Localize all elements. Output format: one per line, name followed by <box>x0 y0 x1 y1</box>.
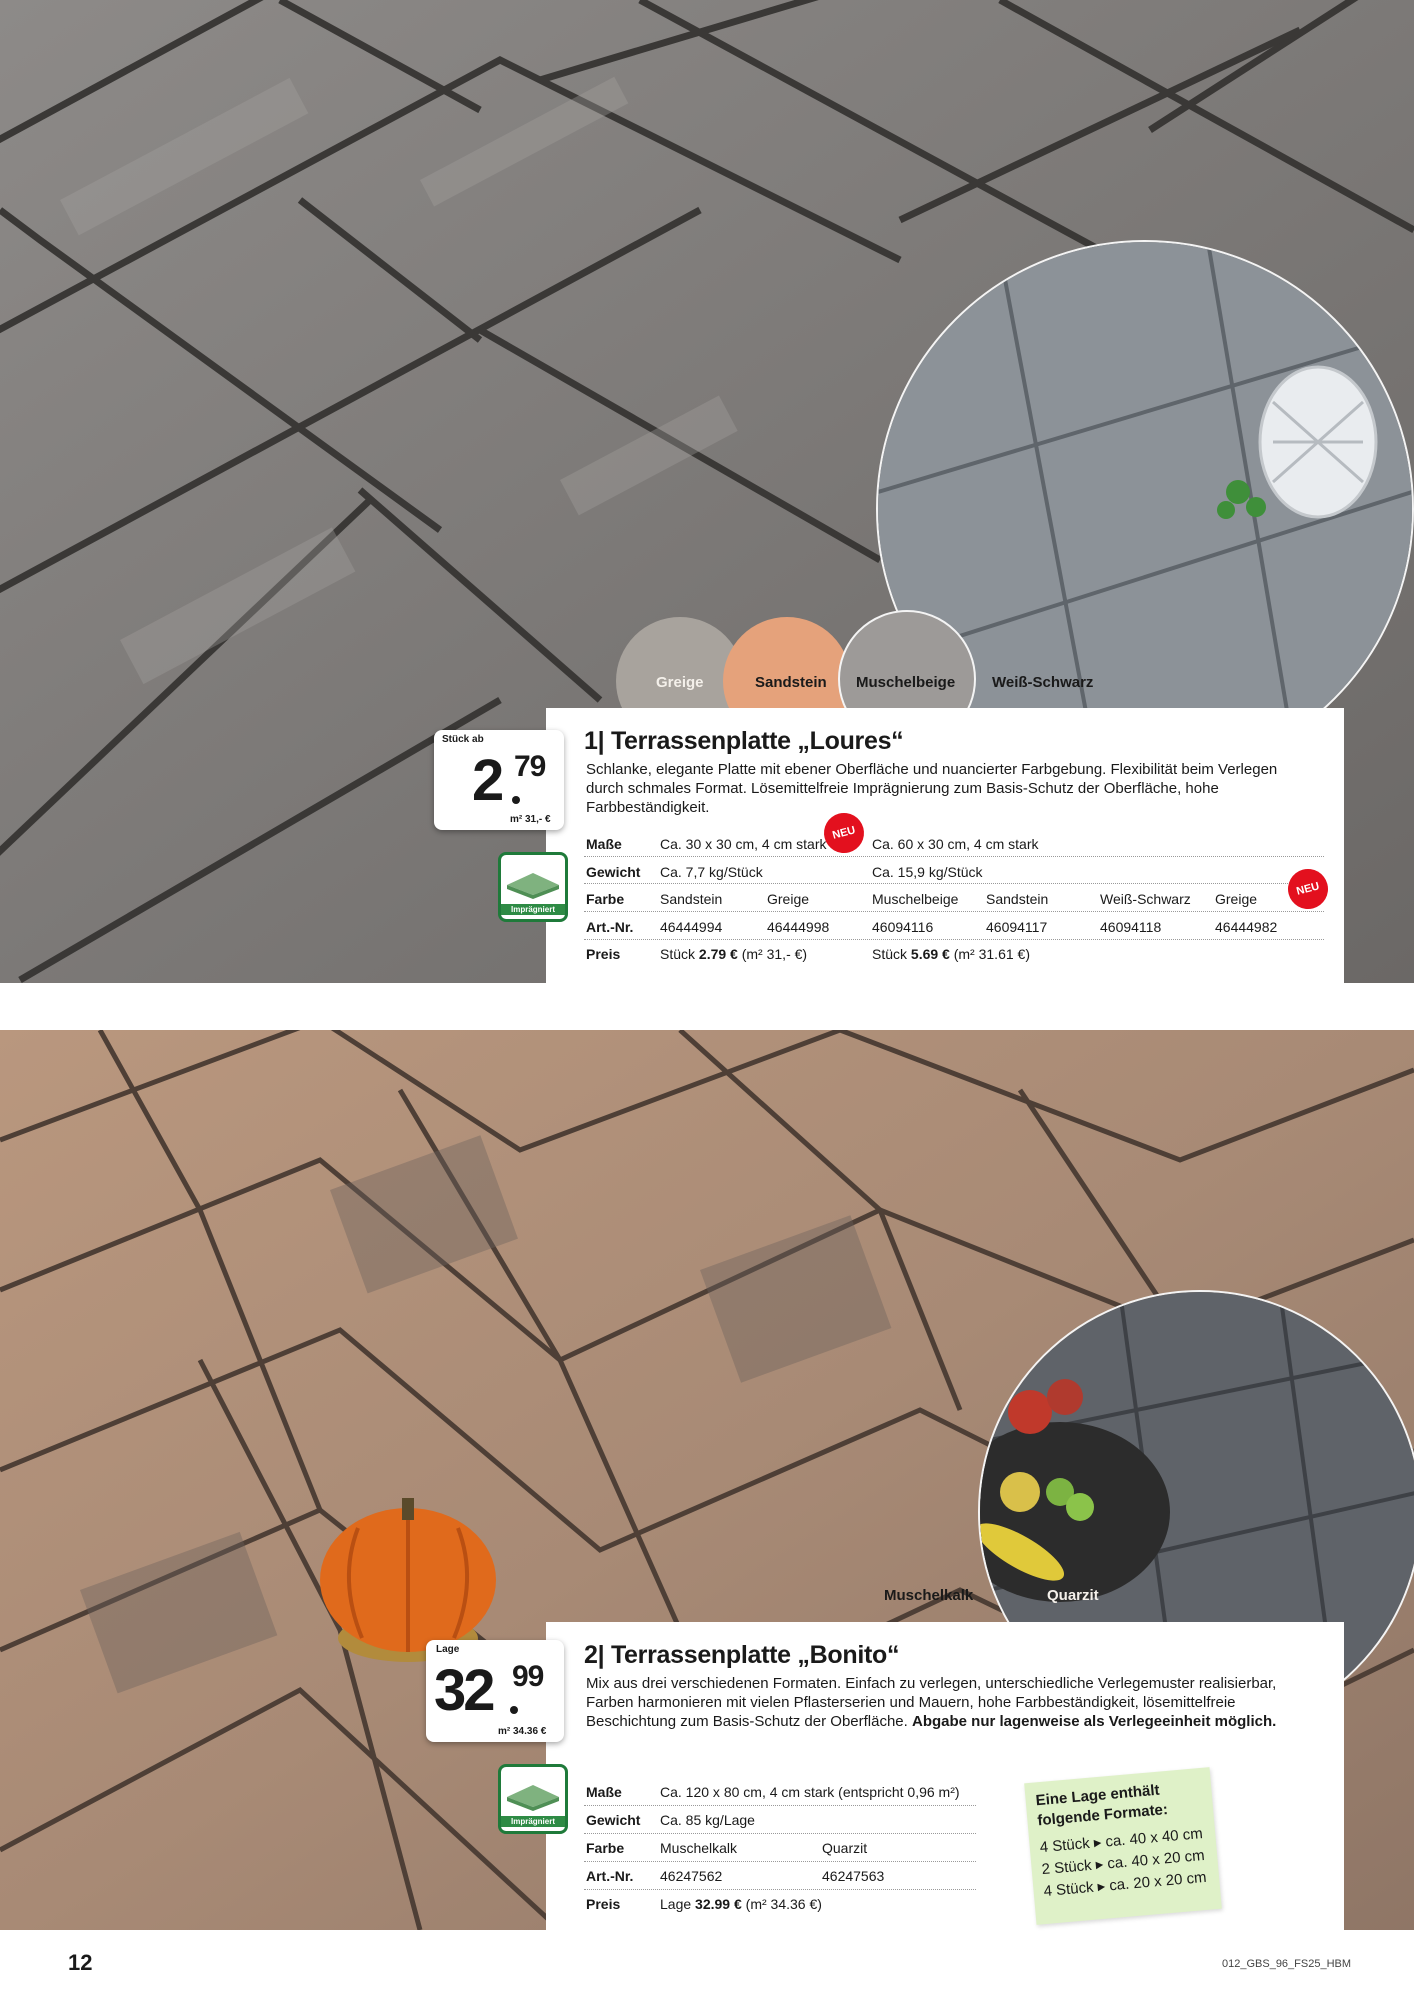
swatch-label-sandstein: Sandstein <box>755 674 827 691</box>
spec-divider <box>584 883 1324 884</box>
spec-key-artnr: Art.-Nr. <box>586 1868 634 1884</box>
spec-key-masse: Maße <box>586 836 622 852</box>
catalog-code: 012_GBS_96_FS25_HBM <box>1222 1958 1352 1970</box>
spec-gewicht-30x30: Ca. 7,7 kg/Stück <box>660 864 763 880</box>
price-per-m2: m² 34.36 € <box>498 1726 547 1737</box>
price-per-m2: m² 31,- € <box>510 814 551 825</box>
price-label: Stück ab <box>442 734 484 745</box>
spec-farbe-muschelkalk: Muschelkalk <box>660 1840 738 1856</box>
neu-badge: NEU <box>1284 865 1333 914</box>
spec-divider <box>584 1861 976 1862</box>
spec-divider <box>584 911 1324 912</box>
impraegniert-label: Imprägniert <box>501 904 565 915</box>
price-integer: 2 <box>472 748 502 813</box>
note-title: folgende Formate: <box>1036 1800 1169 1830</box>
price-decimals: 79 <box>514 750 546 783</box>
spec-artnr-46444994: 46444994 <box>660 919 723 935</box>
note-row: 2 Stück ▸ ca. 40 x 20 cm <box>1041 1846 1206 1879</box>
swatch-label-muschelbeige: Muschelbeige <box>856 674 956 691</box>
spec-key-preis: Preis <box>586 1896 621 1912</box>
spec-divider <box>584 1889 976 1890</box>
lage-info-note <box>1024 1767 1222 1925</box>
spec-divider <box>584 856 1324 857</box>
spec-gewicht-60x30: Ca. 15,9 kg/Stück <box>872 864 983 880</box>
price-dot <box>512 796 520 804</box>
product-title-bonito: 2| Terrassenplatte „Bonito“ <box>584 1641 900 1669</box>
price-decimals: 99 <box>512 1660 544 1693</box>
spec-key-preis: Preis <box>586 946 621 962</box>
spec-artnr-46094116: 46094116 <box>872 919 934 935</box>
product-title-loures: 1| Terrassenplatte „Loures“ <box>584 727 904 755</box>
impraegniert-label: Imprägniert <box>501 1816 565 1827</box>
spec-farbe-quarzit: Quarzit <box>822 1840 868 1856</box>
note-row: 4 Stück ▸ ca. 40 x 40 cm <box>1039 1825 1204 1857</box>
spec-key-gewicht: Gewicht <box>586 864 641 880</box>
spec-farbe-greige: Greige <box>767 891 810 907</box>
spec-divider <box>584 1805 976 1806</box>
price-integer: 32 <box>434 1658 493 1723</box>
spec-artnr-46247563: 46247563 <box>822 1868 885 1884</box>
page-number: 12 <box>68 1950 93 1975</box>
spec-artnr-46444998: 46444998 <box>767 919 830 935</box>
price-tag-loures <box>434 730 564 830</box>
spec-gewicht-bonito: Ca. 85 kg/Lage <box>660 1812 755 1828</box>
price-dot <box>510 1706 518 1714</box>
spec-farbe-sandstein-60: Sandstein <box>986 891 1049 907</box>
spec-key-farbe: Farbe <box>586 891 625 907</box>
spec-farbe-sandstein: Sandstein <box>660 891 723 907</box>
spec-artnr-46247562: 46247562 <box>660 1868 723 1884</box>
impraegniert-badge <box>498 1764 568 1834</box>
spec-farbe-muschelbeige: Muschelbeige <box>872 891 959 907</box>
note-title: Eine Lage enthält <box>1034 1781 1161 1810</box>
spec-key-farbe: Farbe <box>586 1840 625 1856</box>
spec-preis-60x30: Stück 5.69 € (m² 31.61 €) <box>872 946 1030 962</box>
spec-preis-bonito: Lage 32.99 € (m² 34.36 €) <box>660 1896 822 1912</box>
swatch-label-weiss-schwarz: Weiß-Schwarz <box>992 674 1094 691</box>
spec-masse-60x30: Ca. 60 x 30 cm, 4 cm stark <box>872 836 1039 852</box>
price-tag-bonito <box>426 1640 564 1742</box>
spec-divider <box>584 1833 976 1834</box>
product-description-bonito: Mix aus drei verschiedenen Formaten. Einfach zu verlegen, unterschiedliche Verlegemuster realisierbar, Farben harmonieren mit vielen Pflasterserien und Mauern, hohe Farbbeständigkeit, lösemittelfreie Beschichtung zum Basis-Schutz der Oberfläche. Abgabe nur lagenweise als Verlegeeinheit möglich. <box>586 1675 1277 1730</box>
spec-preis-30x30: Stück 2.79 € (m² 31,- €) <box>660 946 808 962</box>
spec-key-gewicht: Gewicht <box>586 1812 641 1828</box>
swatch-label-muschelkalk: Muschelkalk <box>884 1587 974 1604</box>
spec-masse-bonito: Ca. 120 x 80 cm, 4 cm stark (entspricht 0,96 m²) <box>660 1784 960 1800</box>
spec-divider <box>584 939 1324 940</box>
swatch-label-greige: Greige <box>656 674 704 691</box>
spec-farbe-weiss-schwarz: Weiß-Schwarz <box>1100 891 1191 907</box>
spec-farbe-greige-60: Greige <box>1215 891 1258 907</box>
impraegniert-badge <box>498 852 568 922</box>
spec-artnr-46444982: 46444982 <box>1215 919 1278 935</box>
spec-masse-30x30: Ca. 30 x 30 cm, 4 cm stark <box>660 836 827 852</box>
price-label: Lage <box>436 1644 460 1655</box>
swatch-label-quarzit: Quarzit <box>1047 1587 1099 1604</box>
spec-key-masse: Maße <box>586 1784 622 1800</box>
spec-artnr-46094118: 46094118 <box>1100 919 1162 935</box>
neu-badge: NEU <box>820 809 869 858</box>
product-description-loures: Schlanke, elegante Platte mit ebener Oberfläche und nuancierter Farbgebung. Flexibilität beim Verlegen durch schmales Format. Lösemittelfreie Imprägnierung zum Basis-Schutz der Oberfläche, hohe Farbbeständigkeit. <box>586 761 1278 816</box>
spec-key-artnr: Art.-Nr. <box>586 919 634 935</box>
note-row: 4 Stück ▸ ca. 20 x 20 cm <box>1042 1868 1208 1901</box>
spec-artnr-46094117: 46094117 <box>986 919 1048 935</box>
